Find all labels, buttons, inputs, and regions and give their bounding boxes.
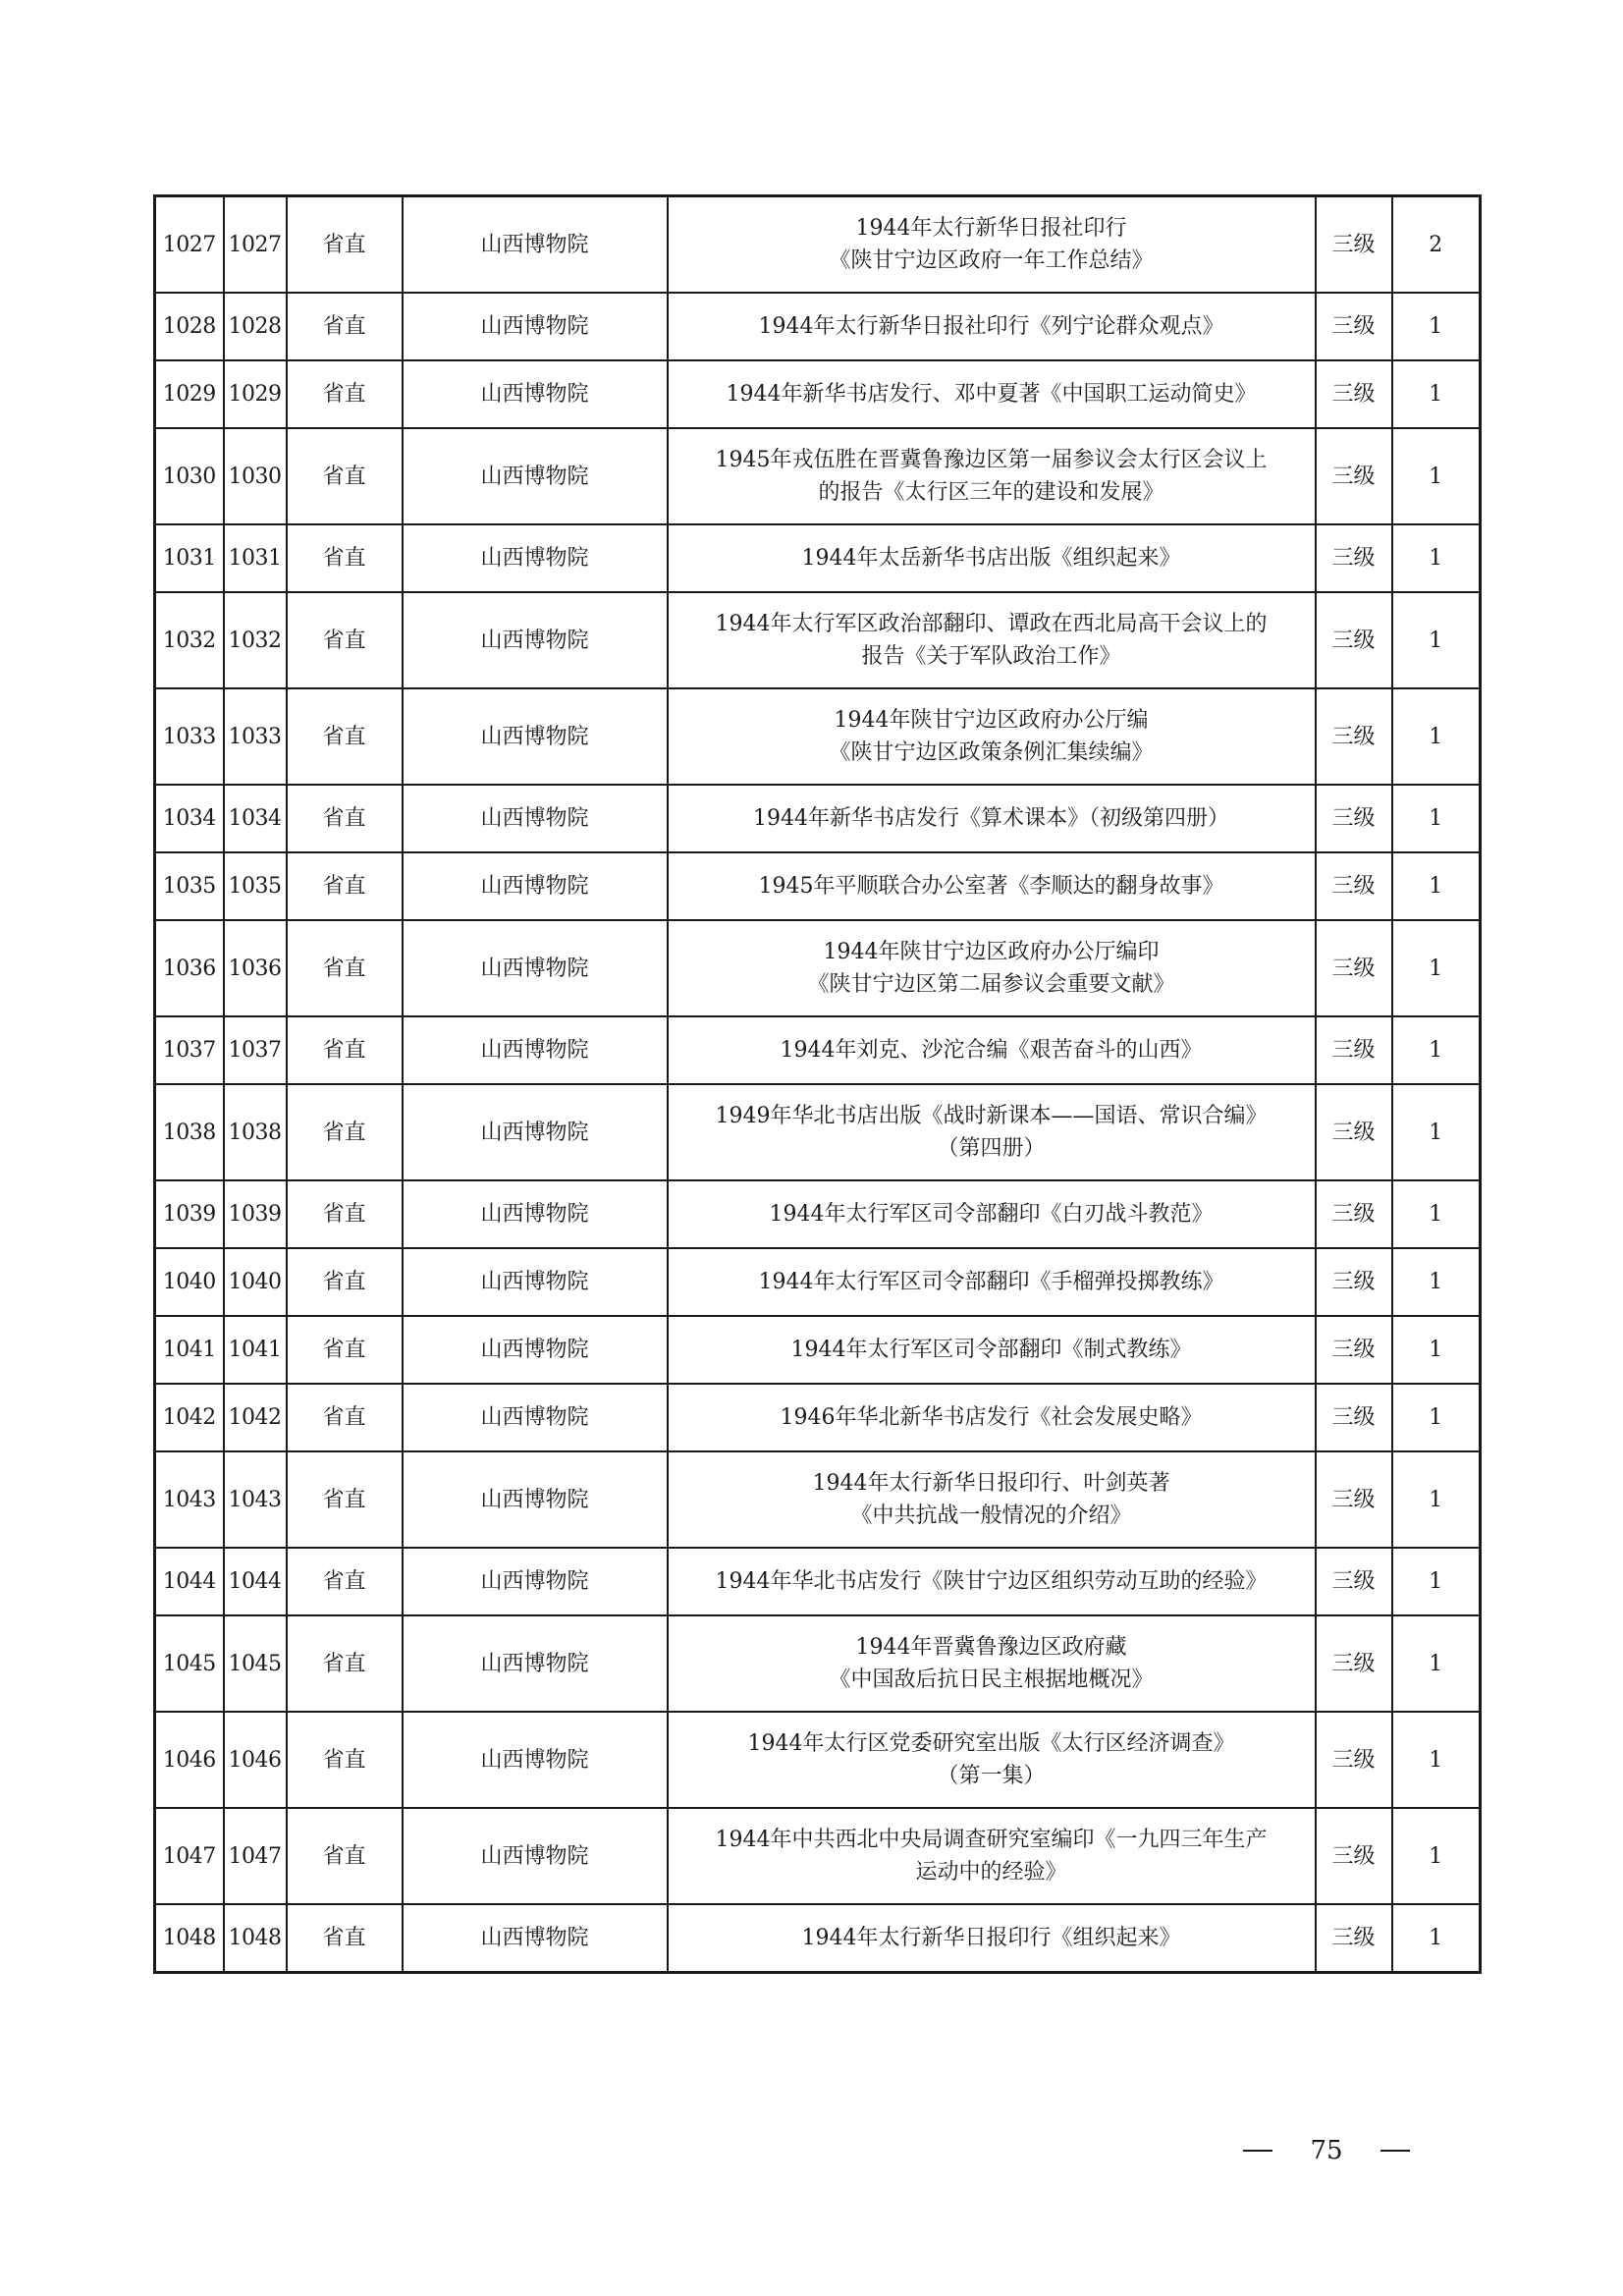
cell-seq: 1037 xyxy=(155,1016,224,1084)
cell-grade: 三级 xyxy=(1316,1615,1392,1712)
title-line: 1944年太行军区司令部翻印《白刃战斗教范》 xyxy=(769,1202,1214,1227)
title-line: 《陕甘宁边区政策条例汇集续编》 xyxy=(829,740,1154,765)
title-line: 1944年刘克、沙沱合编《艰苦奋斗的山西》 xyxy=(780,1038,1203,1063)
cell-grade: 三级 xyxy=(1316,688,1392,785)
cell-count: 1 xyxy=(1392,1316,1481,1384)
cell-id: 1027 xyxy=(224,196,287,294)
cell-count: 1 xyxy=(1392,1712,1481,1808)
cell-category: 省直 xyxy=(287,1904,403,1973)
title-line: 1944年华北书店发行《陕甘宁边区组织劳动互助的经验》 xyxy=(715,1569,1268,1594)
title-line: 《陕甘宁边区政府一年工作总结》 xyxy=(829,248,1154,273)
title-line: 1946年华北新华书店发行《社会发展史略》 xyxy=(780,1405,1203,1430)
cell-grade: 三级 xyxy=(1316,196,1392,294)
cell-grade: 三级 xyxy=(1316,1016,1392,1084)
cell-title xyxy=(668,592,1316,688)
footer-dash-right xyxy=(1380,2150,1410,2152)
table-row xyxy=(155,1451,1481,1548)
cell-grade: 三级 xyxy=(1316,524,1392,592)
table-row xyxy=(155,428,1481,524)
cell-category: 省直 xyxy=(287,852,403,920)
cell-count: 1 xyxy=(1392,1084,1481,1180)
cell-grade: 三级 xyxy=(1316,592,1392,688)
cell-grade: 三级 xyxy=(1316,920,1392,1016)
cell-title xyxy=(668,1548,1316,1615)
cell-unit: 山西博物院 xyxy=(403,196,668,294)
title-line: 1944年太行军区政治部翻印、谭政在西北局高干会议上的 xyxy=(715,612,1268,636)
cell-seq: 1046 xyxy=(155,1712,224,1808)
title-line: 的报告《太行区三年的建设和发展》 xyxy=(818,480,1164,505)
cell-seq: 1048 xyxy=(155,1904,224,1973)
cell-seq: 1036 xyxy=(155,920,224,1016)
title-line: 1945年平顺联合办公室著《李顺达的翻身故事》 xyxy=(758,874,1224,899)
cell-title xyxy=(668,1016,1316,1084)
cell-title xyxy=(668,785,1316,852)
title-line: 运动中的经验》 xyxy=(915,1860,1067,1885)
cell-title xyxy=(668,1084,1316,1180)
cell-grade: 三级 xyxy=(1316,1808,1392,1904)
cell-category: 省直 xyxy=(287,688,403,785)
cell-category: 省直 xyxy=(287,1248,403,1316)
cell-unit: 山西博物院 xyxy=(403,360,668,428)
title-line: 《陕甘宁边区第二届参议会重要文献》 xyxy=(807,972,1175,997)
cell-count: 1 xyxy=(1392,1904,1481,1973)
cell-title xyxy=(668,1904,1316,1973)
cell-id: 1047 xyxy=(224,1808,287,1904)
title-line: 1944年晋冀鲁豫边区政府藏 xyxy=(855,1635,1127,1660)
cell-grade: 三级 xyxy=(1316,1384,1392,1451)
cell-unit: 山西博物院 xyxy=(403,592,668,688)
cell-count: 1 xyxy=(1392,785,1481,852)
cell-category: 省直 xyxy=(287,1180,403,1248)
title-line: 报告《关于军队政治工作》 xyxy=(861,644,1121,669)
cell-count: 1 xyxy=(1392,852,1481,920)
cell-id: 1048 xyxy=(224,1904,287,1973)
cell-unit: 山西博物院 xyxy=(403,1180,668,1248)
cell-category: 省直 xyxy=(287,1712,403,1808)
cell-seq: 1039 xyxy=(155,1180,224,1248)
cell-seq: 1043 xyxy=(155,1451,224,1548)
cell-count: 1 xyxy=(1392,920,1481,1016)
cell-count: 1 xyxy=(1392,1248,1481,1316)
cell-seq: 1030 xyxy=(155,428,224,524)
cell-id: 1030 xyxy=(224,428,287,524)
cell-unit: 山西博物院 xyxy=(403,688,668,785)
cell-grade: 三级 xyxy=(1316,428,1392,524)
cell-count: 1 xyxy=(1392,688,1481,785)
cell-id: 1046 xyxy=(224,1712,287,1808)
page-number: 75 xyxy=(1310,2136,1343,2165)
cell-unit: 山西博物院 xyxy=(403,1248,668,1316)
title-line: 1944年太行区党委研究室出版《太行区经济调查》 xyxy=(747,1731,1235,1756)
cell-category: 省直 xyxy=(287,1548,403,1615)
table-row xyxy=(155,852,1481,920)
title-line: 1944年陕甘宁边区政府办公厅编印 xyxy=(823,940,1160,964)
table-row xyxy=(155,1084,1481,1180)
cell-count: 1 xyxy=(1392,524,1481,592)
table-row xyxy=(155,688,1481,785)
table-row xyxy=(155,1615,1481,1712)
cell-grade: 三级 xyxy=(1316,1180,1392,1248)
page-footer xyxy=(1243,2136,1410,2165)
cell-title xyxy=(668,1615,1316,1712)
cell-seq: 1035 xyxy=(155,852,224,920)
cell-grade: 三级 xyxy=(1316,1548,1392,1615)
cell-category: 省直 xyxy=(287,360,403,428)
title-line: 1944年太岳新华书店出版《组织起来》 xyxy=(801,546,1181,571)
title-line: 1944年新华书店发行、邓中夏著《中国职工运动简史》 xyxy=(726,382,1257,407)
cell-category: 省直 xyxy=(287,1384,403,1451)
cell-title xyxy=(668,196,1316,294)
cell-title xyxy=(668,524,1316,592)
cell-id: 1031 xyxy=(224,524,287,592)
cell-count: 1 xyxy=(1392,360,1481,428)
cell-id: 1037 xyxy=(224,1016,287,1084)
cell-unit: 山西博物院 xyxy=(403,920,668,1016)
cell-category: 省直 xyxy=(287,1451,403,1548)
cell-count: 1 xyxy=(1392,1808,1481,1904)
cell-category: 省直 xyxy=(287,1016,403,1084)
cell-unit: 山西博物院 xyxy=(403,524,668,592)
title-line: 1949年华北书店出版《战时新课本——国语、常识合编》 xyxy=(715,1104,1268,1128)
cell-seq: 1041 xyxy=(155,1316,224,1384)
cell-title xyxy=(668,1180,1316,1248)
table-row xyxy=(155,592,1481,688)
cell-category: 省直 xyxy=(287,1084,403,1180)
table-row xyxy=(155,360,1481,428)
cell-id: 1035 xyxy=(224,852,287,920)
cell-category: 省直 xyxy=(287,785,403,852)
cell-grade: 三级 xyxy=(1316,1451,1392,1548)
cell-seq: 1027 xyxy=(155,196,224,294)
cell-id: 1036 xyxy=(224,920,287,1016)
cell-count: 1 xyxy=(1392,1180,1481,1248)
title-line: 1944年太行新华日报印行《组织起来》 xyxy=(801,1926,1181,1950)
title-line: （第四册） xyxy=(937,1136,1046,1161)
cell-count: 2 xyxy=(1392,196,1481,294)
cell-seq: 1042 xyxy=(155,1384,224,1451)
cell-unit: 山西博物院 xyxy=(403,1808,668,1904)
cell-seq: 1038 xyxy=(155,1084,224,1180)
cell-unit: 山西博物院 xyxy=(403,1016,668,1084)
cell-grade: 三级 xyxy=(1316,785,1392,852)
cell-grade: 三级 xyxy=(1316,1084,1392,1180)
cell-unit: 山西博物院 xyxy=(403,1316,668,1384)
cell-unit: 山西博物院 xyxy=(403,1904,668,1973)
cell-count: 1 xyxy=(1392,1548,1481,1615)
title-line: 《中共抗战一般情况的介绍》 xyxy=(850,1503,1132,1528)
cell-count: 1 xyxy=(1392,1451,1481,1548)
cell-title xyxy=(668,1808,1316,1904)
relic-catalog-table xyxy=(153,194,1482,1974)
cell-seq: 1029 xyxy=(155,360,224,428)
cell-grade: 三级 xyxy=(1316,1712,1392,1808)
cell-grade: 三级 xyxy=(1316,852,1392,920)
cell-count: 1 xyxy=(1392,1615,1481,1712)
cell-id: 1042 xyxy=(224,1384,287,1451)
title-line: 1944年太行新华日报社印行 xyxy=(855,216,1127,241)
cell-id: 1043 xyxy=(224,1451,287,1548)
table-row xyxy=(155,1180,1481,1248)
cell-unit: 山西博物院 xyxy=(403,785,668,852)
cell-grade: 三级 xyxy=(1316,1248,1392,1316)
cell-id: 1041 xyxy=(224,1316,287,1384)
cell-title xyxy=(668,1712,1316,1808)
title-line: 1944年陕甘宁边区政府办公厅编 xyxy=(834,708,1149,733)
cell-unit: 山西博物院 xyxy=(403,1548,668,1615)
title-line: 1945年戎伍胜在晋冀鲁豫边区第一届参议会太行区会议上 xyxy=(715,448,1268,472)
cell-count: 1 xyxy=(1392,592,1481,688)
table-row xyxy=(155,1016,1481,1084)
cell-grade: 三级 xyxy=(1316,360,1392,428)
title-line: 1944年太行新华日报社印行《列宁论群众观点》 xyxy=(758,314,1224,339)
cell-title xyxy=(668,920,1316,1016)
cell-seq: 1045 xyxy=(155,1615,224,1712)
table-body xyxy=(155,196,1481,1973)
cell-seq: 1034 xyxy=(155,785,224,852)
cell-unit: 山西博物院 xyxy=(403,1615,668,1712)
cell-seq: 1047 xyxy=(155,1808,224,1904)
title-line: 1944年新华书店发行《算术课本》（初级第四册） xyxy=(753,806,1229,831)
cell-unit: 山西博物院 xyxy=(403,852,668,920)
cell-title xyxy=(668,1248,1316,1316)
cell-grade: 三级 xyxy=(1316,293,1392,360)
title-line: 1944年中共西北中央局调查研究室编印《一九四三年生产 xyxy=(715,1828,1268,1852)
cell-count: 1 xyxy=(1392,293,1481,360)
cell-unit: 山西博物院 xyxy=(403,293,668,360)
cell-title xyxy=(668,688,1316,785)
cell-unit: 山西博物院 xyxy=(403,1451,668,1548)
cell-category: 省直 xyxy=(287,1316,403,1384)
cell-category: 省直 xyxy=(287,920,403,1016)
table-row xyxy=(155,1384,1481,1451)
cell-id: 1039 xyxy=(224,1180,287,1248)
cell-grade: 三级 xyxy=(1316,1904,1392,1973)
cell-count: 1 xyxy=(1392,1016,1481,1084)
cell-id: 1033 xyxy=(224,688,287,785)
cell-unit: 山西博物院 xyxy=(403,1712,668,1808)
cell-id: 1034 xyxy=(224,785,287,852)
cell-seq: 1040 xyxy=(155,1248,224,1316)
cell-id: 1029 xyxy=(224,360,287,428)
table-row xyxy=(155,196,1481,294)
table-row xyxy=(155,1548,1481,1615)
title-line: 1944年太行军区司令部翻印《制式教练》 xyxy=(790,1338,1192,1362)
cell-unit: 山西博物院 xyxy=(403,1384,668,1451)
table-row xyxy=(155,1316,1481,1384)
footer-dash-left xyxy=(1243,2150,1272,2152)
cell-category: 省直 xyxy=(287,428,403,524)
cell-seq: 1028 xyxy=(155,293,224,360)
cell-id: 1038 xyxy=(224,1084,287,1180)
cell-category: 省直 xyxy=(287,1808,403,1904)
title-line: 1944年太行新华日报印行、叶剑英著 xyxy=(812,1471,1170,1496)
table-row xyxy=(155,1248,1481,1316)
title-line: （第一集） xyxy=(937,1764,1046,1788)
table-row xyxy=(155,785,1481,852)
cell-title xyxy=(668,1451,1316,1548)
cell-id: 1028 xyxy=(224,293,287,360)
cell-id: 1040 xyxy=(224,1248,287,1316)
cell-count: 1 xyxy=(1392,428,1481,524)
cell-id: 1032 xyxy=(224,592,287,688)
cell-seq: 1031 xyxy=(155,524,224,592)
cell-category: 省直 xyxy=(287,196,403,294)
cell-unit: 山西博物院 xyxy=(403,428,668,524)
cell-id: 1045 xyxy=(224,1615,287,1712)
cell-title xyxy=(668,1384,1316,1451)
catalog-sheet xyxy=(153,194,1479,1974)
cell-title xyxy=(668,1316,1316,1384)
table-row xyxy=(155,524,1481,592)
cell-category: 省直 xyxy=(287,293,403,360)
cell-id: 1044 xyxy=(224,1548,287,1615)
cell-title xyxy=(668,852,1316,920)
table-row xyxy=(155,920,1481,1016)
cell-seq: 1033 xyxy=(155,688,224,785)
cell-unit: 山西博物院 xyxy=(403,1084,668,1180)
cell-seq: 1032 xyxy=(155,592,224,688)
table-row xyxy=(155,293,1481,360)
title-line: 1944年太行军区司令部翻印《手榴弹投掷教练》 xyxy=(758,1270,1224,1294)
cell-category: 省直 xyxy=(287,1615,403,1712)
cell-title xyxy=(668,360,1316,428)
cell-grade: 三级 xyxy=(1316,1316,1392,1384)
cell-title xyxy=(668,428,1316,524)
cell-count: 1 xyxy=(1392,1384,1481,1451)
cell-seq: 1044 xyxy=(155,1548,224,1615)
table-row xyxy=(155,1808,1481,1904)
cell-category: 省直 xyxy=(287,524,403,592)
table-row xyxy=(155,1904,1481,1973)
title-line: 《中国敌后抗日民主根据地概况》 xyxy=(829,1667,1154,1692)
cell-category: 省直 xyxy=(287,592,403,688)
cell-title xyxy=(668,293,1316,360)
table-row xyxy=(155,1712,1481,1808)
